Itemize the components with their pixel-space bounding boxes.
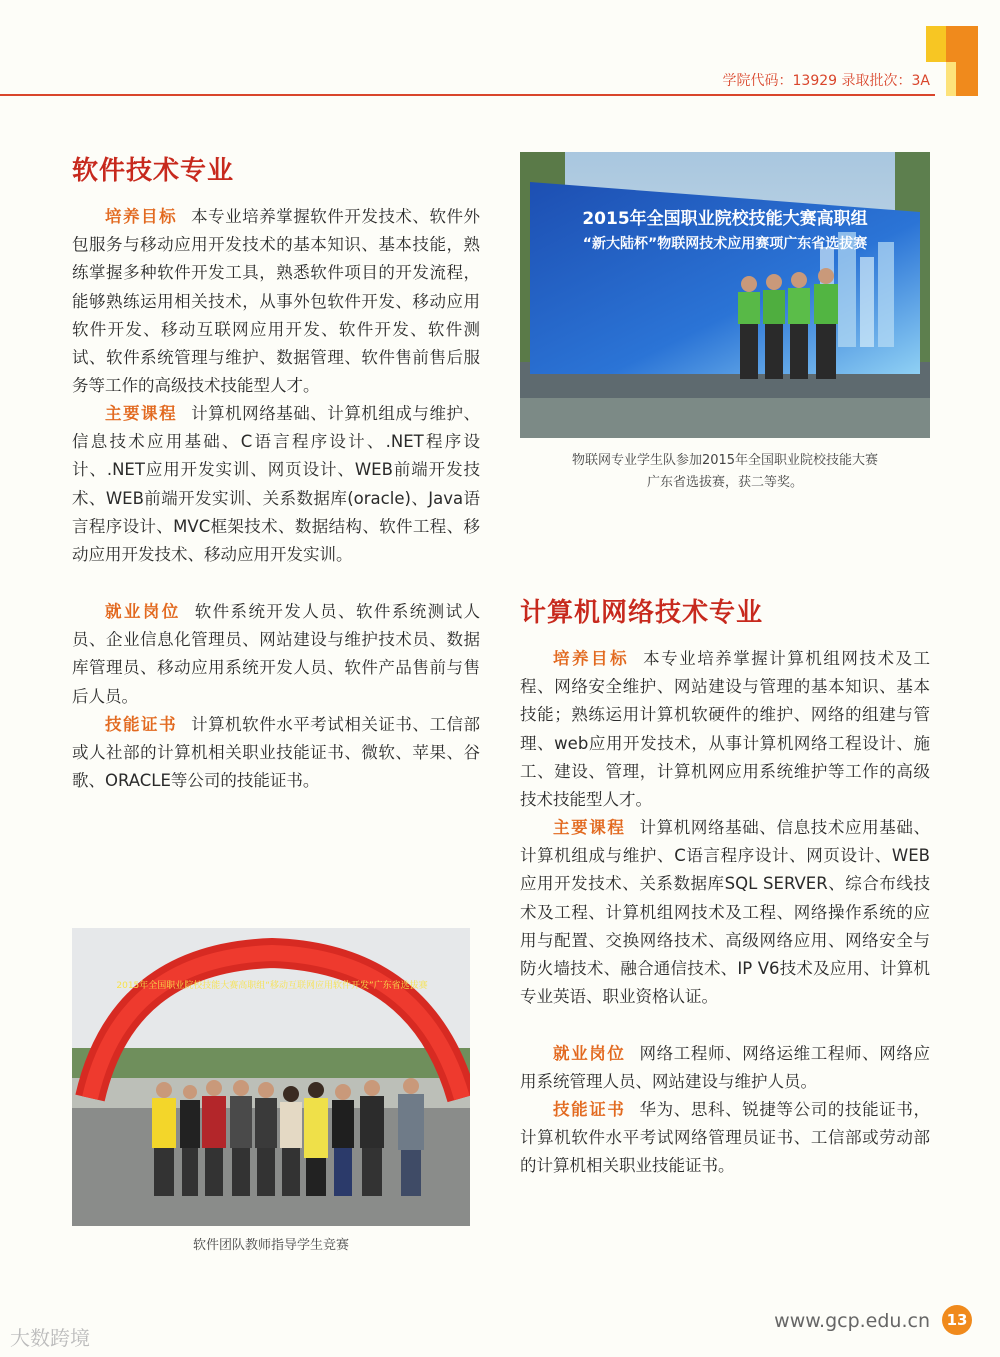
header-rule [0,94,935,96]
page-number: 13 [942,1305,972,1335]
college-code: 学院代码：13929 录取批次：3A [722,73,930,89]
software-team-photo [72,928,470,1226]
course-label: 主要课程 [105,404,178,423]
course-label: 主要课程 [553,818,626,837]
caption-line1: 物联网专业学生队参加2015年全国职业院校技能大赛 [571,453,879,468]
arch-text: 2015年全国职业院校技能大赛高职组“移动互联网应用软件开发”广东省选拔赛 [116,981,428,991]
banner-line1: 2015年全国职业院校技能大赛高职组 [582,209,868,229]
banner-line2: “新大陆杯”物联网技术应用赛项广东省选拔赛 [582,236,868,252]
cert-label: 技能证书 [553,1100,626,1119]
cert-text: 华为、思科、锐捷等公司的技能证书，计算机软件水平考试网络管理员证书、工信部或劳动部的计算机相关职业技能证书。 [520,1100,930,1176]
course-text: 计算机网络基础、计算机组成与维护、信息技术应用基础、C语言程序设计、.NET程序设计、.NET应用开发实训、网页设计、WEB前端开发技术、WEB前端开发实训、关系数据库(oracle)、Java语言程序设计、MVC框架技术、数据结构、软件工程、移动应用开发技术、移动应用开发实训。 [72,404,481,565]
network-goal-paragraph [520,645,930,814]
corner-decoration [926,26,978,96]
goal-label: 培养目标 [553,649,630,668]
software-job-paragraph [72,598,480,711]
goal-text: 本专业培养掌握计算机组网技术及工程、网络安全维护、网站建设与管理的基本知识、基本技能；熟练运用计算机软硬件的维护、网络的组建与管理、web应用开发技术，从事计算机网络工程设计、施工、建设、管理，计算机网应用系统维护等工作的高级技术技能型人才。 [520,649,931,810]
network-job-paragraph [520,1040,930,1096]
caption-line2: 广东省选拔赛，获二等奖。 [646,475,803,490]
software-course-paragraph [72,400,480,569]
network-section-title: 计算机网络技术专业 [520,598,764,628]
watermark: 大数跨境 [10,1326,90,1350]
software-photo-caption: 软件团队教师指导学生竞赛 [192,1238,349,1253]
goal-text: 本专业培养掌握软件开发技术、软件外包服务与移动应用开发技术的基本知识、基本技能，熟练掌握多种软件开发工具，熟悉软件项目的开发流程，能够熟练运用相关技术，从事外包软件开发、移动应用软件开发、移动互联网应用开发、软件开发、软件测试、软件系统管理与维护、数据管理、软件售前售后服务等工作的高级技术技能型人才。 [72,207,481,396]
job-text: 网络工程师、网络运维工程师、网络应用系统管理人员、网站建设与维护人员。 [520,1044,930,1092]
job-label: 就业岗位 [105,602,181,621]
network-course-paragraph [520,814,930,1011]
goal-label: 培养目标 [105,207,178,226]
job-label: 就业岗位 [553,1044,626,1063]
iot-team-photo [520,152,930,438]
software-section-title: 软件技术专业 [72,156,235,186]
software-goal-paragraph [72,203,480,400]
website-url: www.gcp.edu.cn [774,1310,930,1332]
network-cert-paragraph [520,1096,930,1181]
software-cert-paragraph [72,711,480,796]
job-text: 软件系统开发人员、软件系统测试人员、企业信息化管理员、网站建设与维护技术员、数据库管理员、移动应用系统开发人员、软件产品售前与售后人员。 [72,602,481,706]
iot-photo-caption [520,450,930,494]
cert-label: 技能证书 [105,715,178,734]
course-text: 计算机网络基础、信息技术应用基础、计算机组成与维护、C语言程序设计、网页设计、WEB应用开发技术、关系数据库SQL SERVER、综合布线技术及工程、计算机组网技术及工程、网络操作系统的应用与配置、交换网络技术、高级网络应用、网络安全与防火墙技术、融合通信技术、IP V6技术及应用、计算机专业英语、职业资格认证。 [520,818,930,1007]
cert-text: 计算机软件水平考试相关证书、工信部或人社部的计算机相关职业技能证书、微软、苹果、谷歌、ORACLE等公司的技能证书。 [72,715,481,791]
